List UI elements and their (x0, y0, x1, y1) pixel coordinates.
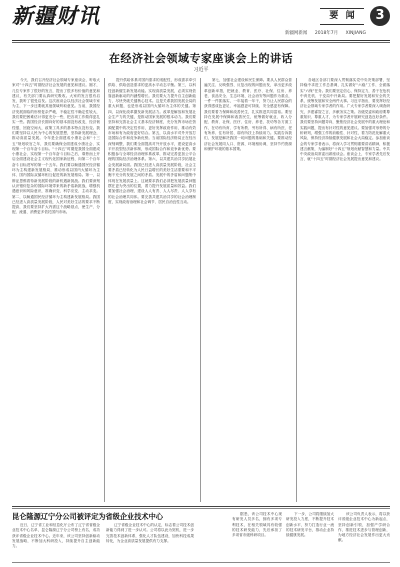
column-text: 近日，辽宁省工业和信息化厅公布了辽宁省省级企业技术中心名单，昆仑隆源辽宁分公司榜上有名，成功获评省级企业技术中心。近年来，该公司坚持创新驱动发展战略，不断加大科研投入，持续提升自主创新能力。 (12, 523, 100, 549)
column-text: 辽宁省级企业技术中心的认定，标志着公司技术创新能力得到了进一步认可。公司将以此为契机，进一步完善技术创新体系，强化人才队伍建设，加快科技成果转化，为企业高质量发展提供有力支撑。 (106, 523, 194, 543)
column-divider (200, 78, 201, 502)
column-text: 第七，加强社会建设和民生保障。要从人民群众普遍关注、反映强烈、反复出现的问题出发，拿出更多改革创新举措，把就业、教育、医疗、社保、住房、养老、食品安全、生态环境、社会治安等问题作为重点，一件一件抓落实，一年接着一年干，努力让人民群众的获得感成色更足、幸福感更可持续、安全感更有保障。我们要着力保障和改善民生，扎实推进共同富裕。要坚持在发展中保障和改善民生，统筹做好就业、收入分配、教育、社保、医疗、住房、养老、扶幼等各方面工作，在幼有所育、学有所教、劳有所得、病有所医、老有所养、住有所居、弱有所扶上持续用力。实践告诉我们，发展是解决我国一切问题的基础和关键。要推动经济社会发展同人口、资源、环境相协调，坚持节约资源和保护环境的基本国策。 (204, 78, 292, 151)
section-divider (12, 508, 390, 509)
column-text: 该公司负责人表示，将以获评省级企业技术中心为新起点，坚持创新引领，加强产学研合作，推进技术进步与管理创新，为地方经济社会发展作出更大贡献。 (338, 512, 390, 543)
section-char-1: 要 (329, 11, 339, 21)
masthead-rule (12, 30, 390, 41)
info-item: 2018年7月 (314, 31, 339, 36)
article-column-4 (300, 78, 390, 502)
column-text: 据悉，该公司技术中心现有研发人员多名，拥有多项专利技术，在相关领域具有较强的技术研发能力，先后承担了多项省市级科研项目。 (232, 512, 282, 538)
bottom-column-1 (12, 523, 100, 560)
column-divider (296, 78, 297, 502)
article-column-2 (108, 78, 196, 502)
bottom-column-2 (106, 523, 194, 560)
info-item: 新疆网新闻 (284, 31, 308, 36)
footer-rule (12, 562, 390, 563)
info-item: XINJIANG (345, 31, 366, 36)
masthead (12, 4, 390, 30)
newspaper-logo: 新疆财讯 (12, 3, 100, 28)
divider (12, 42, 390, 43)
masthead-info (279, 30, 366, 36)
column-text: 提升供给体系对国内需求的适配性，形成需求牵引供给、供给创造需求的更高水平动态平衡。第三，以科技创新催生新发展动能。实现高质量发展，必须实现依靠创新驱动的内涵型增长。我们要大力提升自主创新能力，尽快突破关键核心技术。这是关系我国发展全局的重大问题，也是形成以国内大循环为主体的关键。第四，以深化改革激发新发展活力。改革是解放和发展社会生产力的关键，是推动国家发展的根本动力。我们要坚持和完善社会主义基本经济制度，充分发挥市场在资源配置中的决定性作用，更好发挥政府作用，推动有效市场和有为政府更好结合。第五，以高水平对外开放打造国际合作和竞争新优势。当前国际经济格局正在经历深刻调整，我们要全面提高对外开放水平，建设更高水平开放型经济新体制，形成国际合作和竞争新优势。要积极参与全球经济治理体系改革，推动完善更加公平合理的国际经济治理体系。第六，以共建共治共享拓展社会发展新局面。我国已经进入高质量发展阶段，社会主要矛盾已经转化为人民日益增长的美好生活需要和不平衡不充分的发展之间的矛盾。发展中的矛盾和问题集中体现在发展质量上。这就要求我们必须把发展质量问题摆在更为突出的位置，着力提升发展质量和效益。我们要加强社会治理，建设人人有责、人人尽责、人人享有的社会治理共同体。要完善共建共治共享的社会治理制度，实现政府治理和社会调节、居民自治良性互动。 (108, 78, 196, 204)
article-column-1 (12, 78, 100, 502)
section-label (320, 8, 364, 25)
article-byline: 习近平 (193, 67, 209, 73)
column-divider (104, 78, 105, 502)
section-char-2: 闻 (345, 11, 355, 21)
page-number-badge: 3 (370, 6, 390, 26)
column-text: 下一步，公司将继续加大研发投入力度，不断提升技术创新水平，努力打造行业一流的技术研发平台，推动企业持续健康发展。 (286, 512, 334, 538)
bottom-column-5 (338, 512, 390, 560)
column-text: 各地区各部门要深入贯彻落实党中央决策部署，坚持稳中求进工作总基调，扎实做好“六稳”工作、全面落实“六保”任务。我们要坚定信心，保持定力，善于在危机中育先机、于变局中开新局。要把握好发展和安全的关系，统筹发展和安全两件大事。习近平指出，要发挥好经济社会领域专家学者的作用。广大专家学者要深入调查研究，多建睿智之言，多献务实之策。各级党委和政府要尊重知识、尊重人才，为专家学者开展研究创造良好条件。我们要坚持问题导向，聚焦经济社会发展中的重大理论和实践问题，提出有针对性的意见建议。要加强对形势的分析研判，增强工作的前瞻性、针对性，着力防范化解重大风险，保持经济持续健康发展和社会大局稳定。参加座谈会的专家学者表示，将深入学习贯彻重要讲话精神，积极建言献策，为编制好“十四五”规划贡献智慧和力量。中共中央政治局常委出席座谈会。座谈会上，专家学者先后发言，就“十四五”时期经济社会发展提出意见和建议。 (300, 78, 390, 162)
column-text: 今天，我们召开经济社会领域专家座谈会，听取大家对“十四五”时期经济社会发展的意见和建议。刚才，几位专家作了很好的发言，提出了很多有价值的意见和建议，有关部门要认真研究吸收。大家的发言很有启发，我听了很受启发。这次座谈会以经济社会领域专家为主，下一步还要就其他领域听取意见。当前，我国经济发展面临的形势复杂严峻，不稳定性不确定性较大，我们要把困难估计得更充分一些，把各项工作做得更扎实一些。我国经济长期向好的基本面没有改变，经济韧性强，回旋空间大，政策工具多的基本特点没有变。我们要坚持以人民为中心的发展思想，坚持新发展理念，推动高质量发展。今年是全面建成小康社会和“十三五”规划收官之年，我们要确保全面建成小康社会、实现第一个百年奋斗目标。“十四五”时期是我国全面建成小康社会、实现第一个百年奋斗目标之后，乘势而上开启全面建设社会主义现代化国家新征程、向第二个百年奋斗目标进军的第一个五年。我们要以畅通国民经济循环为主构建新发展格局，推动形成以国内大循环为主体、国内国际双循环相互促进的新发展格局。第一，以辩证思维看待新发展阶段的新机遇新挑战。我们要深刻认识错综复杂的国际环境带来的新矛盾新挑战，增强机遇意识和风险意识，准确识变、科学应变、主动求变。第二，以畅通国民经济循环为主构建新发展格局。我国已经进入高质量发展阶段，人民对美好生活的要求不断提高，我们要坚持扩大内需这个战略基点，使生产、分配、流通、消费更多依托国内市场。 (12, 78, 100, 215)
bottom-column-4 (286, 512, 334, 560)
section-divider (12, 506, 390, 507)
bottom-column-3 (232, 512, 282, 560)
bottom-article-headline: 昆仑隆源辽宁分公司被评定为省级企业技术中心 (12, 512, 163, 521)
article-headline: 在经济社会领域专家座谈会上的讲话 (109, 52, 293, 65)
article-column-3 (204, 78, 292, 502)
